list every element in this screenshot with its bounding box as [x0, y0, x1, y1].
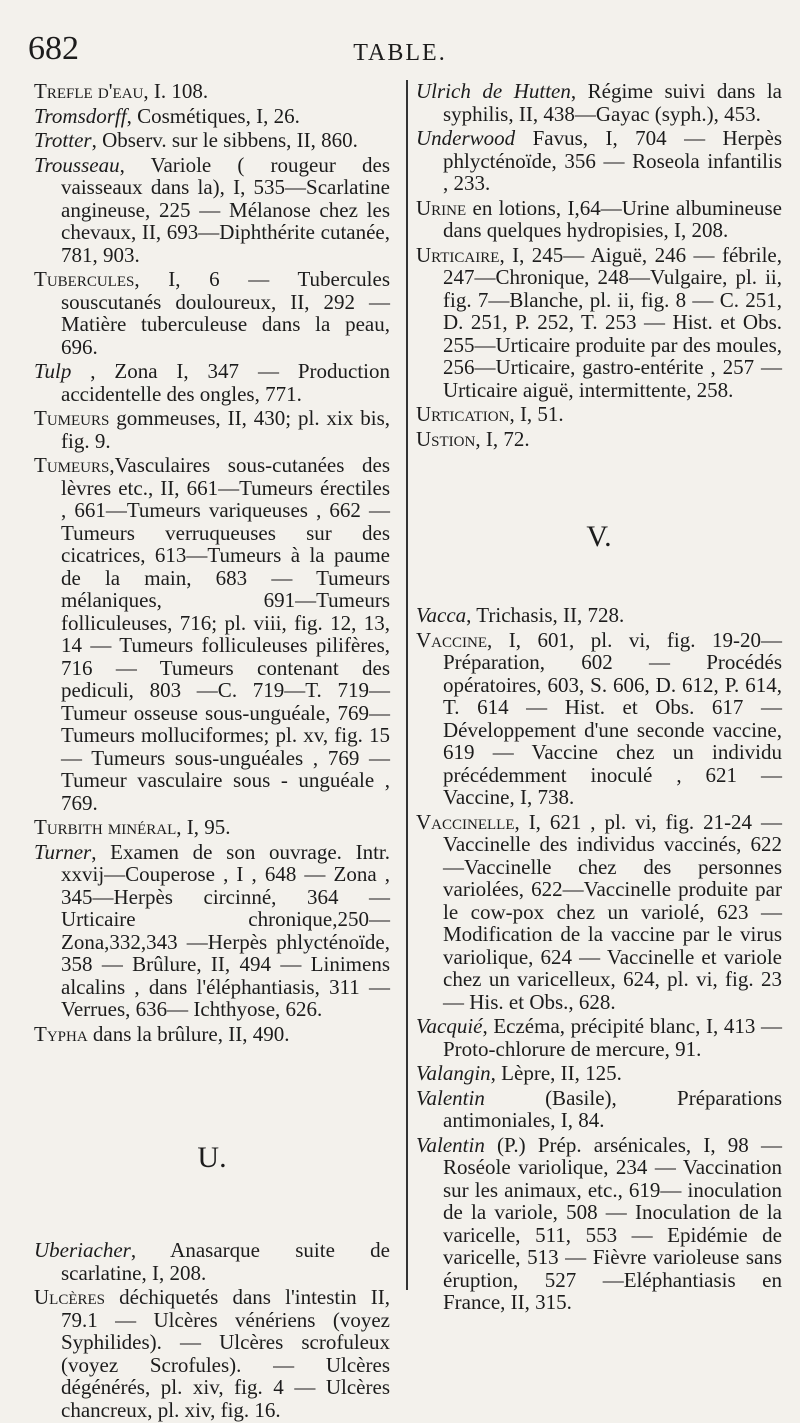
- entry-heading: Valangin: [416, 1061, 491, 1085]
- index-entry: [416, 1062, 782, 1085]
- entry-heading: Tumeurs: [34, 406, 110, 430]
- entry-heading: Trefle d'eau: [34, 79, 144, 103]
- entry-body: , I, 245— Aiguë, 246 — fébrile, 247—Chronique, 248—Vulgaire, pl. ii, fig. 7—Blanche, pl. ii, fig. 8 — C. 251, D. 251, P. 252, T. 253 — Hist. et Obs. 255—Urticaire produite par des moules, 256—Urticaire, gastro-entérite , 257 — Urticaire aiguë, intermittente, 258.: [443, 242, 782, 402]
- entry-body: , I, 6 — Tubercules souscutanés douloureux, II, 292 — Matière tuberculeuse dans la peau, 696.: [61, 267, 390, 359]
- index-entry: [416, 403, 782, 426]
- entry-heading: Valentin: [416, 1132, 485, 1157]
- entry-heading: Trotter: [34, 128, 92, 152]
- index-entry: [34, 129, 390, 152]
- entry-body: gommeuses, II, 430; pl. xix bis, fig. 9.: [61, 406, 390, 453]
- entry-heading: Typha: [34, 1021, 88, 1046]
- index-entry: [34, 268, 390, 358]
- entries-u-cont: [416, 80, 782, 450]
- entry-heading: Turbith minéral: [34, 815, 177, 839]
- entry-body: , Observ. sur le sibbens, II, 860.: [91, 128, 358, 152]
- entry-body: , I, 51.: [509, 402, 564, 426]
- index-entry: [416, 244, 782, 402]
- index-entry: [416, 428, 782, 451]
- index-entry: [416, 1087, 782, 1132]
- entry-body: en lotions, I,64—Urine albumineuse dans quelques hydropisies, I, 208.: [443, 195, 782, 242]
- entry-body: , Examen de son ouvrage. Intr. xxvij—Couperose , I , 648 — Zona , 345—Herpès circinné, 364 — Urticaire chronique,250—Zona,332,343 —Herpès phlycténoïde, 358 — Brûlure, II, 494 — Linimens alcalins , dans l'éléphantiasis, 311 — Verrues, 636— Ichthyose, 626.: [61, 839, 390, 1021]
- entry-heading: Trousseau: [34, 152, 120, 177]
- letter-heading-u: U.: [197, 1141, 227, 1174]
- index-entry: [416, 604, 782, 627]
- entries-v: [416, 604, 782, 1314]
- letter-heading-v: V.: [586, 520, 612, 553]
- index-entry: [34, 1239, 390, 1284]
- entry-body: , I. 108.: [143, 79, 209, 103]
- index-entry: [34, 105, 390, 128]
- entry-heading: Underwood: [416, 126, 516, 150]
- entry-heading: Ulrich de Hutten: [416, 79, 571, 103]
- entries-t: [34, 80, 390, 1045]
- index-entry: [416, 811, 782, 1014]
- index-entry: [34, 816, 390, 839]
- index-entry: [416, 629, 782, 809]
- entry-body: , I, 95.: [176, 815, 231, 839]
- entry-body: , I, 621 , pl. vi, fig. 21-24 —Vaccinelle des individus vaccinés, 622—Vaccinelle chez des personnes variolées, 622—Vaccinelle produite par le cow-pox chez un variolé, 623 — Modification de la vaccine par le virus variolique, 624 — Vaccinelle et variole chez un varicelleux, 624, pl. vi, fig. 23 — His. et Obs., 628.: [443, 809, 782, 1014]
- left-column: [34, 80, 390, 1423]
- entry-heading: Tubercules: [34, 267, 135, 291]
- index-entry: [416, 1015, 782, 1060]
- index-entry: [34, 154, 390, 267]
- entry-heading: Turner: [34, 839, 92, 864]
- entry-heading: Ulcères: [34, 1285, 106, 1309]
- right-column: [416, 80, 782, 1316]
- entry-body: dans la brûlure, II, 490.: [87, 1021, 290, 1046]
- entry-body: , I, 72.: [475, 426, 530, 451]
- entry-body: , Zona I, 347 — Production accidentelle des ongles, 771.: [61, 359, 390, 406]
- index-entry: [34, 80, 390, 103]
- entry-heading: Uberiacher: [34, 1238, 131, 1262]
- index-entry: [34, 407, 390, 452]
- entry-heading: Urine: [416, 195, 467, 220]
- entry-heading: Vaccinelle: [416, 809, 515, 834]
- entry-heading: Urticaire: [416, 242, 500, 267]
- entry-body: ,Vasculaires sous-cutanées des lèvres etc., II, 661—Tumeurs érectiles , 661—Tumeurs variqueuses , 662 —Tumeurs verruqueuses sur des cicatrices, 613—Tumeurs à la paume de la main, 683 — Tumeurs mélaniques, 691—Tumeurs folliculeuses, 716; pl. viii, fig. 12, 13, 14 — Tumeurs folliculeuses pilifères, 716 — Tumeurs contenant des pediculi, 803 —C. 719—T. 719—Tumeur osseuse sous-unguéale, 769—Tumeurs molluciformes; pl. xv, fig. 15 — Tumeurs sous-unguéales , 769 — Tumeur vasculaire sous - unguéale , 769.: [61, 453, 390, 815]
- page-number: 682: [28, 30, 79, 67]
- entry-heading: Tumeurs: [34, 453, 110, 477]
- entry-body: , Cosmétiques, I, 26.: [126, 103, 300, 128]
- column-rule: [406, 80, 408, 1290]
- index-entry: [34, 1023, 390, 1046]
- entry-heading: Tromsdorff: [34, 103, 127, 128]
- entry-heading: Vaccine: [416, 627, 487, 652]
- index-entry: [34, 454, 390, 814]
- entry-body: , Lèpre, II, 125.: [490, 1061, 622, 1085]
- index-entry: [34, 1286, 390, 1421]
- entry-body: (Basile), Préparations antimoniales, I, 84.: [443, 1085, 782, 1132]
- entry-body: , Eczéma, précipité blanc, I, 413 —Proto-chlorure de mercure, 91.: [443, 1014, 782, 1061]
- index-entry: [416, 127, 782, 195]
- running-head: TABLE.: [353, 40, 447, 66]
- entry-heading: Ustion: [416, 426, 476, 451]
- entry-body: , Anasarque suite de scarlatine, I, 208.: [61, 1238, 390, 1285]
- index-entry: [416, 80, 782, 125]
- entry-heading: Vacquié: [416, 1014, 483, 1038]
- entry-body: Favus, I, 704 — Herpès phlycténoïde, 356 — Roseola infantilis , 233.: [443, 126, 782, 195]
- entry-body: , I, 601, pl. vi, fig. 19-20—Préparation, 602 — Procédés opératoires, 603, S. 606, D. 612, P. 614, T. 614 — Hist. et Obs. 617 — Développement d'une seconde vaccine, 619 — Vaccine chez un individu précédemment inoculé , 621 — Vaccine, I, 738.: [443, 627, 782, 809]
- index-entry: [34, 841, 390, 1021]
- entry-body: , Régime suivi dans la syphilis, II, 438—Gayac (syph.), 453.: [443, 79, 782, 126]
- entry-body: , Variole ( rougeur des vaisseaux dans la), I, 535—Scarlatine angineuse, 225 — Mélanose chez les chevaux, II, 693—Diphthérite cutanée, 781, 903.: [61, 152, 390, 267]
- index-entry: [416, 197, 782, 242]
- entries-u: [34, 1239, 390, 1421]
- entry-heading: Vacca: [416, 603, 467, 627]
- entry-heading: Valentin: [416, 1085, 485, 1110]
- entry-heading: Urtication: [416, 402, 510, 426]
- index-entry: [416, 1134, 782, 1314]
- entry-heading: Tulp: [34, 359, 72, 383]
- entry-body: déchiquetés dans l'intestin II, 79.1 — Ulcères vénériens (voyez Syphilides). — Ulcères scrofuleux (voyez Scrofules). — Ulcères dégénérés, pl. xiv, fig. 4 — Ulcères chancreux, pl. xiv, fig. 16.: [61, 1285, 390, 1422]
- entry-body: (P.) Prép. arsénicales, I, 98 — Roséole variolique, 234 — Vaccination sur les animaux, etc., 619— inoculation de la variole, 508 — Inoculation de la varicelle, 511, 553 — Epidémie de varicelle, 513 — Fièvre varioleuse sans éruption, 527 —Eléphantiasis en France, II, 315.: [443, 1132, 782, 1314]
- index-entry: [34, 360, 390, 405]
- entry-body: , Trichasis, II, 728.: [466, 603, 625, 627]
